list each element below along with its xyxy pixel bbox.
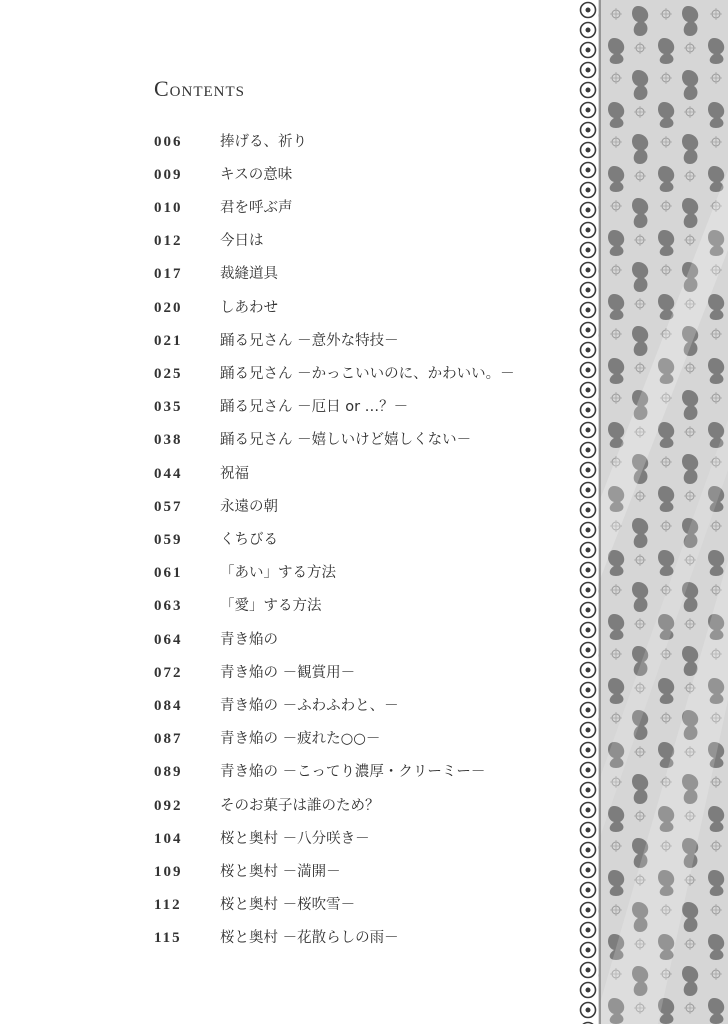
page-title: Contents — [154, 76, 246, 101]
toc-entry-title: キスの意味 — [220, 167, 293, 183]
toc-page-number: 064 — [154, 632, 183, 648]
toc-page-number: 017 — [154, 266, 183, 282]
toc-page-number: 084 — [154, 698, 183, 714]
toc-page-number: 020 — [154, 300, 183, 316]
toc-entry — [154, 196, 574, 220]
toc-entry-title: 桜と奥村 －満開－ — [220, 864, 341, 880]
toc-entry-title: 祝福 — [220, 466, 249, 482]
toc-entry-title: しあわせ — [220, 300, 278, 316]
toc-entry — [154, 827, 574, 851]
toc-page-number: 092 — [154, 798, 183, 814]
toc-entry — [154, 727, 574, 751]
toc-entry-title: 青き焔の －ふわふわと、－ — [220, 698, 399, 714]
toc-entry — [154, 462, 574, 486]
toc-entry-title: 「愛」する方法 — [220, 598, 322, 614]
toc-entry — [154, 661, 574, 685]
toc-page-number: 006 — [154, 134, 183, 150]
toc-entry-title: 青き焔の －疲れた○○－ — [220, 731, 381, 747]
toc-page-number: 089 — [154, 764, 183, 780]
toc-page-number: 072 — [154, 665, 183, 681]
toc-entry — [154, 229, 574, 253]
toc-page-number: 035 — [154, 399, 183, 415]
toc-entry-title: 踊る兄さん －かっこいいのに、かわいい。－ — [220, 366, 515, 382]
toc-page-number: 010 — [154, 200, 183, 216]
toc-entry-title: 永遠の朝 — [220, 499, 278, 515]
toc-entry — [154, 860, 574, 884]
toc-entry-title: くちびる — [220, 532, 278, 548]
decorative-pattern-band — [578, 0, 728, 1024]
toc-entry-title: 青き焔の －観賞用－ — [220, 665, 356, 681]
toc-entry — [154, 794, 574, 818]
toc-entry-title: 青き焔の －こってり濃厚・クリーミー－ — [220, 764, 486, 780]
toc-page-number: 061 — [154, 565, 183, 581]
toc-entry — [154, 926, 574, 950]
toc-entry — [154, 528, 574, 552]
toc-page-number: 025 — [154, 366, 183, 382]
toc-entry — [154, 495, 574, 519]
toc-entry — [154, 296, 574, 320]
toc-entry — [154, 594, 574, 618]
toc-entry — [154, 130, 574, 154]
toc-entry-title: 桜と奥村 －桜吹雪－ — [220, 897, 356, 913]
toc-entry — [154, 262, 574, 286]
toc-entry-title: 捧げる、祈り — [220, 134, 307, 150]
toc-entry-title: 「あい」する方法 — [220, 565, 336, 581]
toc-entry — [154, 163, 574, 187]
toc-entry — [154, 694, 574, 718]
toc-page-number: 044 — [154, 466, 183, 482]
toc-page-number: 057 — [154, 499, 183, 515]
toc-entry-title: そのお菓子は誰のため？ — [220, 798, 380, 814]
toc-page-number: 112 — [154, 897, 182, 913]
toc-entry — [154, 329, 574, 353]
toc-page-number: 038 — [154, 432, 183, 448]
toc-page-number: 115 — [154, 930, 182, 946]
toc-entry — [154, 893, 574, 917]
toc-entry — [154, 428, 574, 452]
toc-entry-title: 桜と奥村 －花散らしの雨－ — [220, 930, 399, 946]
toc-entry-title: 今日は — [220, 233, 264, 249]
toc-entry — [154, 628, 574, 652]
toc-entry-title: 踊る兄さん －嬉しいけど嬉しくない－ — [220, 432, 472, 448]
toc-entry-title: 君を呼ぶ声 — [220, 200, 293, 216]
toc-page-number: 109 — [154, 864, 183, 880]
toc-page-number: 009 — [154, 167, 183, 183]
toc-page-number: 104 — [154, 831, 183, 847]
toc-page-number: 059 — [154, 532, 183, 548]
toc-entry — [154, 395, 574, 419]
toc-page-number: 063 — [154, 598, 183, 614]
toc-entry-title: 桜と奥村 －八分咲き－ — [220, 831, 370, 847]
toc-page-number: 012 — [154, 233, 183, 249]
toc-entry-title: 青き焔の — [220, 632, 278, 648]
toc-entry-title: 踊る兄さん －厄日 or …？－ — [220, 399, 409, 415]
toc-page-number: 087 — [154, 731, 183, 747]
toc-entry — [154, 760, 574, 784]
toc-entry — [154, 561, 574, 585]
toc-page-number: 021 — [154, 333, 183, 349]
toc-entry — [154, 362, 574, 386]
toc-entry-title: 裁縫道具 — [220, 266, 278, 282]
toc-entry-title: 踊る兄さん －意外な特技－ — [220, 333, 399, 349]
